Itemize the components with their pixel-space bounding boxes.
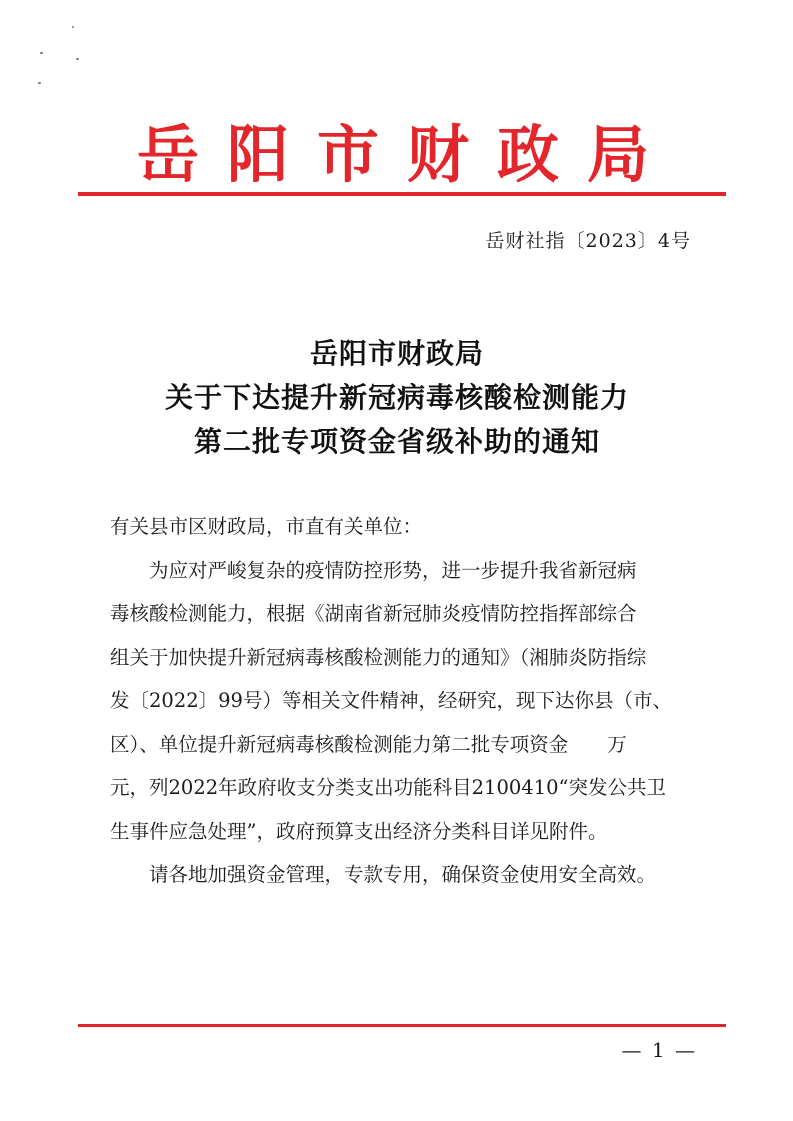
scan-speck bbox=[38, 82, 41, 84]
title-line-2: 关于下达提升新冠病毒核酸检测能力 bbox=[164, 381, 629, 414]
salutation: 有关县市区财政局，市直有关单位： bbox=[110, 515, 423, 538]
paragraph-1-line: 毒核酸检测能力，根据《湖南省新冠肺炎疫情防控指挥部综合 bbox=[110, 602, 637, 625]
paragraph-1-line: 组关于加快提升新冠病毒核酸检测能力的通知》（湘肺炎防指综 bbox=[110, 645, 647, 669]
letterhead-red-rule bbox=[78, 192, 726, 196]
paragraph-1-line: 发〔2022〕99号）等相关文件精神，经研究，现下达你县（市、 bbox=[110, 689, 672, 712]
title-line-3: 第二批专项资金省级补助的通知 bbox=[193, 425, 600, 458]
scan-speck bbox=[76, 58, 79, 60]
paragraph-1-line: 元，列2022年政府收支分类支出功能科目2100410“突发公共卫 bbox=[110, 776, 666, 799]
document-title bbox=[80, 332, 714, 464]
document-number: 岳财社指〔2023〕4号 bbox=[485, 230, 691, 252]
paragraph-1-line: 为应对严峻复杂的疫情防控形势，进一步提升我省新冠病 bbox=[149, 558, 637, 582]
paragraph-1-line: 生事件应急处理”，政府预算支出经济分类科目详见附件。 bbox=[110, 819, 608, 843]
scan-speck bbox=[72, 26, 74, 28]
paragraph-2: 请各地加强资金管理，专款专用，确保资金使用安全高效。 bbox=[149, 863, 657, 886]
title-line-1: 岳阳市财政局 bbox=[309, 337, 484, 370]
footer-red-rule bbox=[78, 1024, 726, 1027]
document-body bbox=[110, 505, 710, 897]
letterhead-agency-name: 岳阳市财政局 bbox=[136, 118, 677, 191]
page-number: — 1 — bbox=[621, 1038, 697, 1062]
paragraph-1-line: 区）、单位提升新冠病毒核酸检测能力第二批专项资金 万 bbox=[110, 732, 627, 756]
scan-speck bbox=[40, 52, 43, 54]
